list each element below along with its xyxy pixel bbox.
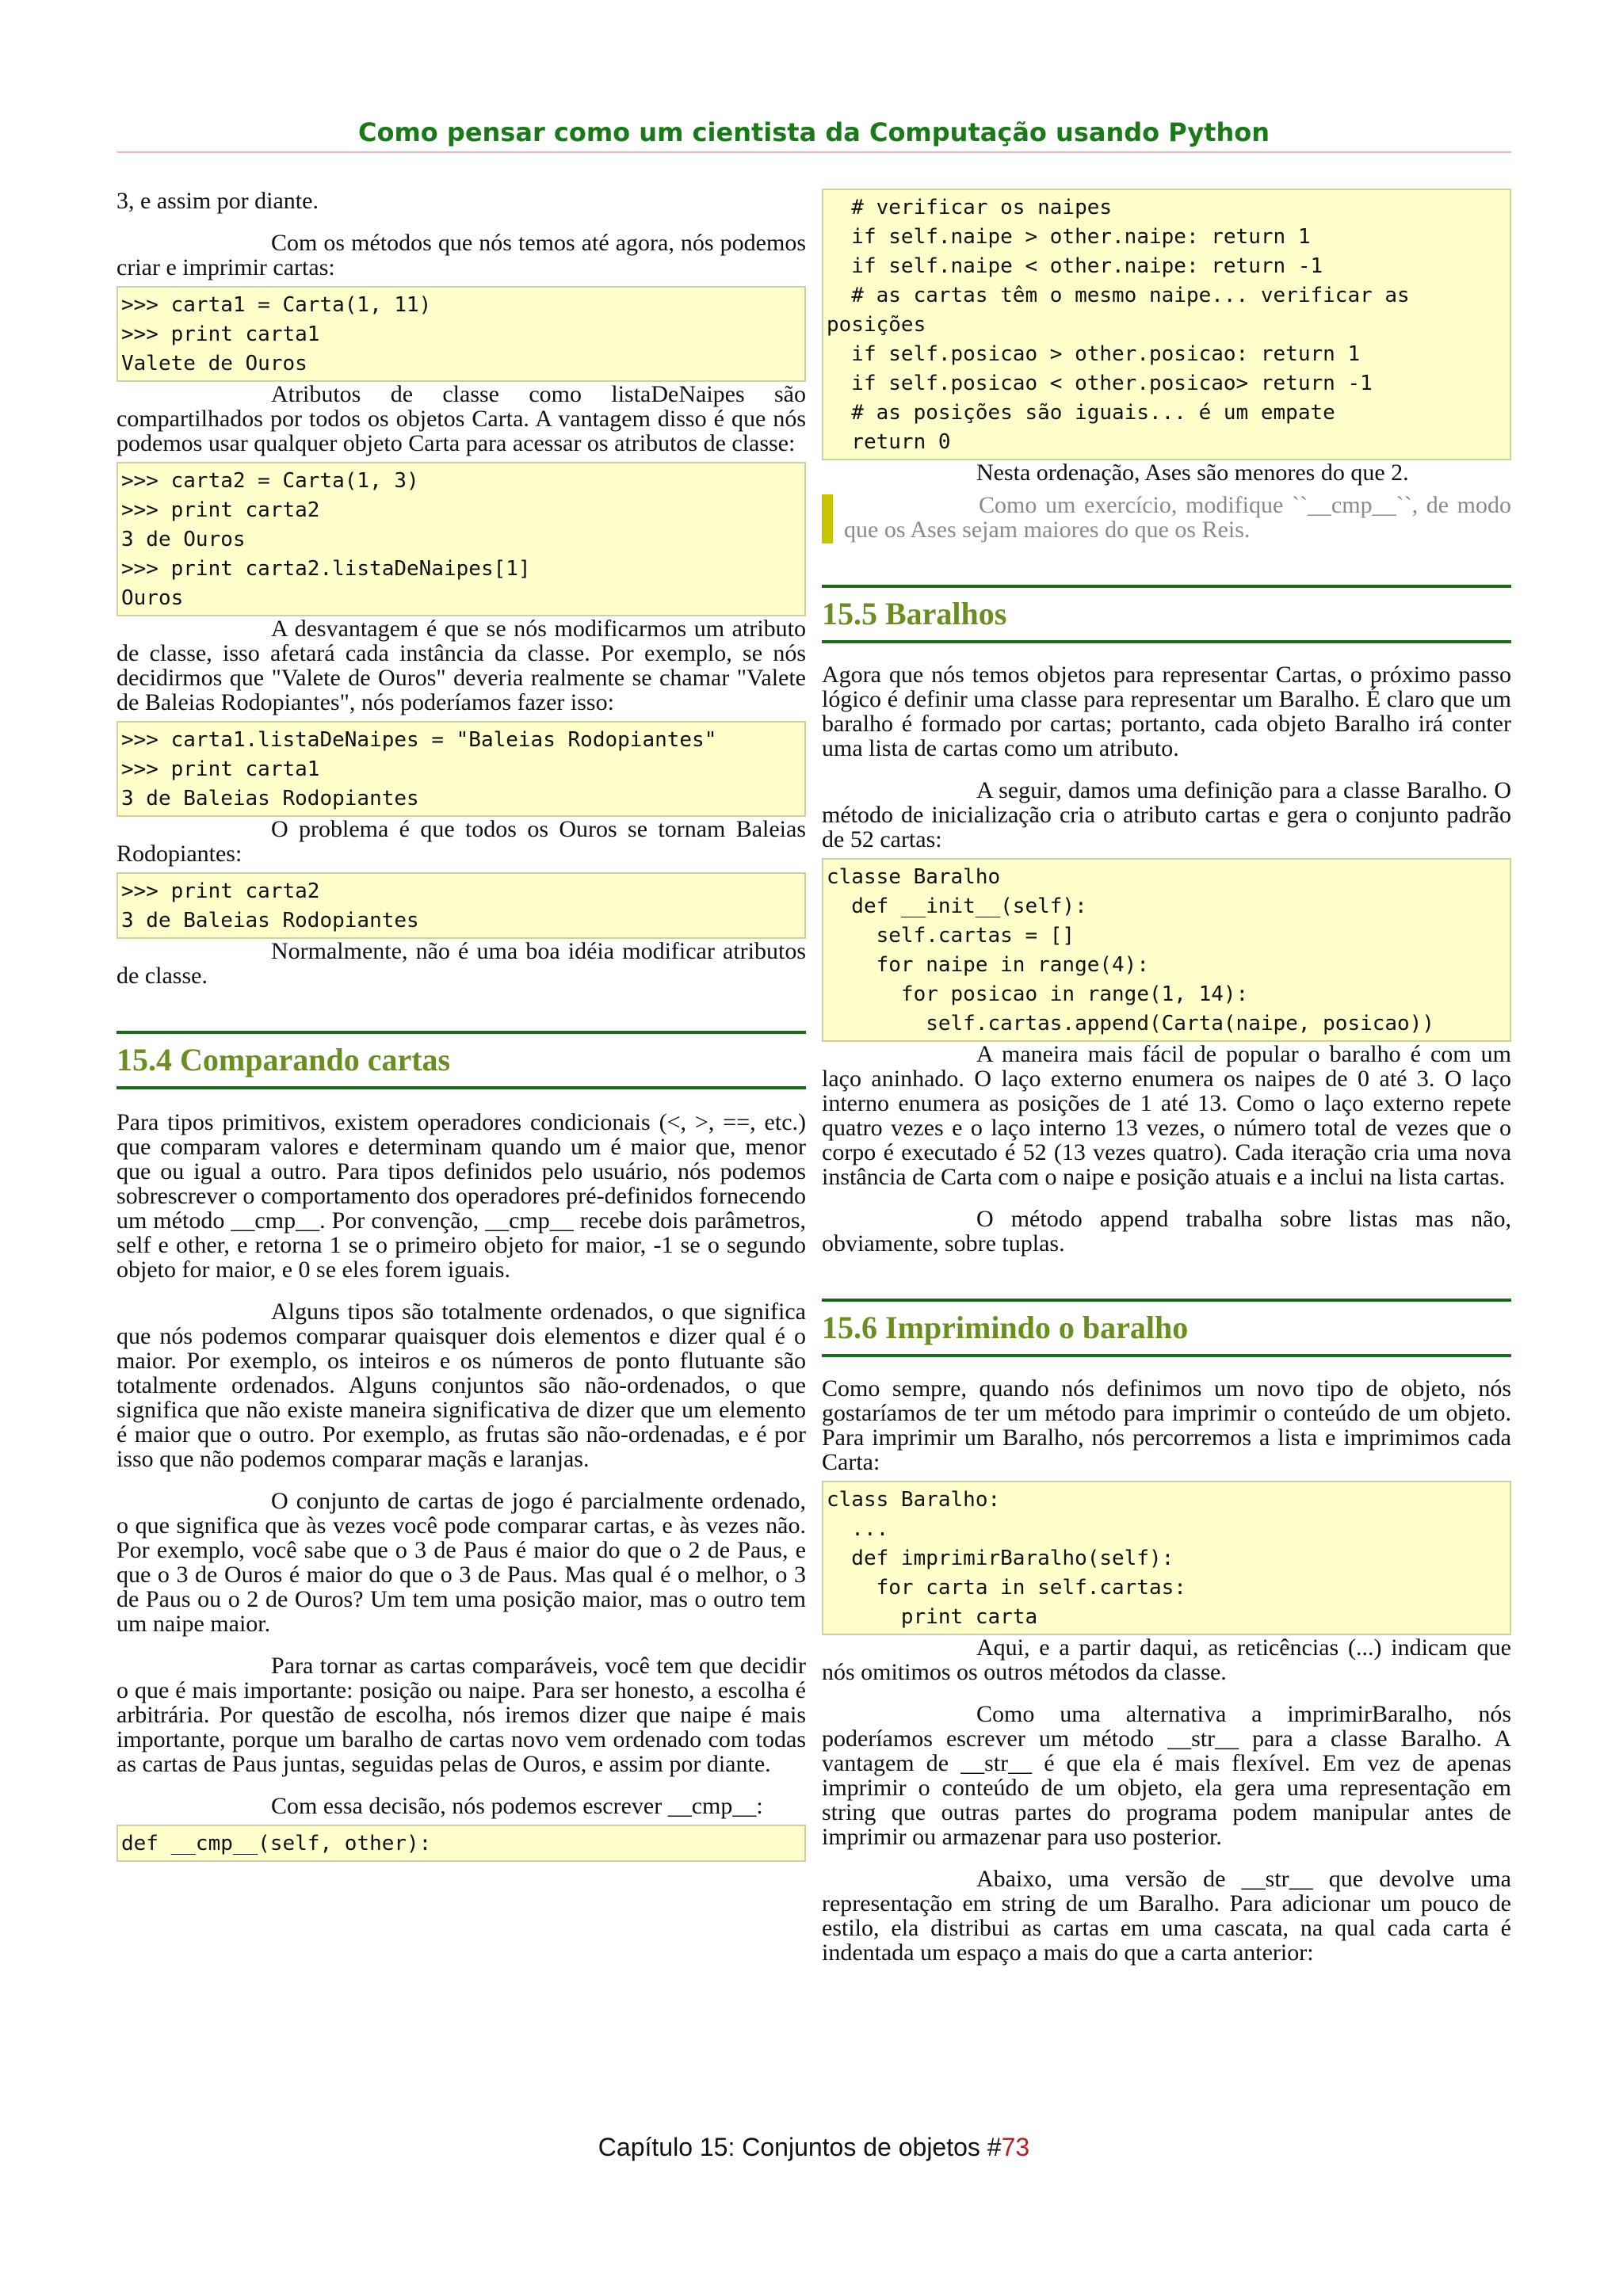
section-rule <box>116 1086 806 1089</box>
paragraph: Com os métodos que nós temos até agora, nós podemos criar e imprimir cartas: <box>116 230 806 280</box>
note-bar <box>822 494 833 543</box>
code-block <box>822 189 1511 460</box>
code-line: >>> carta1 = Carta(1, 11) <box>121 293 432 317</box>
code-line: if self.naipe > other.naipe: return 1 <box>827 225 1311 249</box>
paragraph: O conjunto de cartas de jogo é parcialmente ordenado, o que significa que às vezes você pode comparar cartas, e às vezes não. Por exemplo, você sabe que o 3 de Paus é maior do que o 2 de Paus, e que o 3 de Ouros é maior do que o 3 de Paus. Mas qual é o melhor, o 3 de Paus ou o 2 de Ouros? Um tem uma posição maior, mas o outro tem um naipe maior. <box>116 1488 806 1637</box>
code-line: >>> carta2 = Carta(1, 3) <box>121 469 419 493</box>
code-line: ... <box>827 1517 889 1541</box>
code-line: def __cmp__(self, other): <box>121 1832 432 1855</box>
code-line: return 0 <box>827 430 951 454</box>
code-line: Ouros <box>121 586 184 610</box>
code-block <box>116 721 806 817</box>
code-line: if self.posicao > other.posicao: return 1 <box>827 342 1361 366</box>
paragraph: Aqui, e a partir daqui, as reticências (...) indicam que nós omitimos os outros métodos da classe. <box>822 1634 1511 1685</box>
code-line: >>> print carta2 <box>121 879 320 903</box>
section-heading: 15.4 Comparando cartas <box>116 1042 451 1077</box>
paragraph: Com essa decisão, nós podemos escrever __cmp__: <box>271 1793 763 1819</box>
paragraph: Agora que nós temos objetos para representar Cartas, o próximo passo lógico é definir uma classe para representar um Baralho. É claro que um baralho é formado por cartas; portanto, cada objeto Baralho irá conter uma lista de cartas como um atributo. <box>822 662 1511 761</box>
code-block <box>116 1825 806 1862</box>
page-number: 73 <box>1001 2133 1030 2161</box>
left-column <box>116 189 806 1862</box>
page-footer <box>116 2131 1511 2163</box>
note-text: Como um exercício, modifique ``__cmp__``, de modo que os Ases sejam maiores do que os Reis. <box>844 492 1511 543</box>
running-header: Como pensar como um cientista da Computação usando Python <box>357 117 1270 147</box>
section-rule <box>822 640 1511 643</box>
code-line: 3 de Baleias Rodopiantes <box>121 787 419 810</box>
paragraph: O método append trabalha sobre listas mas não, obviamente, sobre tuplas. <box>822 1206 1511 1257</box>
paragraph: Atributos de classe como listaDeNaipes são compartilhados por todos os objetos Carta. A vantagem disso é que nós podemos usar qualquer objeto Carta para acessar os atributos de classe: <box>116 381 806 456</box>
paragraph: Para tipos primitivos, existem operadores condicionais (<, >, ==, etc.) que comparam valores e determinam quando um é maior que, menor que ou igual a outro. Para tipos definidos pelo usuário, nós podemos sobrescrever o comportamento dos operadores pré-definidos fornecendo um método __cmp__. Por convenção, __cmp__ recebe dois parâmetros, self e other, e retorna 1 se o primeiro objeto for maior, -1 se o segundo objeto for maior, e 0 se eles forem iguais. <box>116 1109 806 1283</box>
paragraph: Normalmente, não é uma boa idéia modificar atributos de classe. <box>116 938 806 989</box>
paragraph: A desvantagem é que se nós modificarmos um atributo de classe, isso afetará cada instância da classe. Por exemplo, se nós decidirmos que "Valete de Ouros" deveria realmente se chamar "Valete de Baleias Rodopiantes", nós poderíamos fazer isso: <box>116 616 806 715</box>
code-line: def __init__(self): <box>827 894 1087 918</box>
code-line: >>> print carta2 <box>121 498 320 522</box>
code-line: for posicao in range(1, 14): <box>827 982 1249 1006</box>
code-line: 3 de Ouros <box>121 528 246 551</box>
code-line: self.cartas.append(Carta(naipe, posicao)) <box>827 1012 1435 1035</box>
paragraph: Para tornar as cartas comparáveis, você tem que decidir o que é mais importante: posição ou naipe. Para ser honesto, a escolha é arbitrária. Por questão de escolha, nós iremos dizer que naipe é mais importante, porque um baralho de cartas novo vem ordenado com todas as cartas de Paus juntas, seguidas pelas de Ouros, e assim por diante. <box>116 1653 806 1777</box>
paragraph: O problema é que todos os Ouros se tornam Baleias Rodopiantes: <box>116 816 806 867</box>
section-heading: 15.5 Baralhos <box>822 596 1007 631</box>
code-line: classe Baralho <box>827 865 1001 889</box>
paragraph: A seguir, damos uma definição para a classe Baralho. O método de inicialização cria o atributo cartas e gera o conjunto padrão de 52 cartas: <box>822 777 1511 852</box>
paragraph: Alguns tipos são totalmente ordenados, o que significa que nós podemos comparar quaisquer dois elementos e dizer qual é o maior. Por exemplo, os inteiros e os números de ponto flutuante são totalmente ordenados. Alguns conjuntos são não-ordenados, o que significa que não existe maneira significativa de dizer que um elemento é maior que o outro. Por exemplo, as frutas são não-ordenadas, e é por isso que não podemos comparar maçãs e laranjas. <box>116 1299 806 1472</box>
paragraph: Como uma alternativa a imprimirBaralho, nós poderíamos escrever um método __str__ para a classe Baralho. A vantagem de __str__ é que ela é mais flexível. Em vez de apenas imprimir o conteúdo de um objeto, ela gera uma representação em string que outras partes do programa podem manipular antes de imprimir ou armazenar para uso posterior. <box>822 1701 1511 1850</box>
header-rule <box>116 151 1511 153</box>
paragraph: 3, e assim por diante. <box>116 188 319 214</box>
code-line: 3 de Baleias Rodopiantes <box>121 909 419 933</box>
code-line: >>> print carta2.listaDeNaipes[1] <box>121 557 531 581</box>
code-line: for naipe in range(4): <box>827 953 1149 977</box>
code-block <box>116 286 806 382</box>
section-heading: 15.6 Imprimindo o baralho <box>822 1310 1189 1345</box>
code-line: Valete de Ouros <box>121 352 307 376</box>
code-line: for carta in self.cartas: <box>827 1576 1186 1600</box>
code-line: self.cartas = [] <box>827 924 1075 948</box>
code-line: def imprimirBaralho(self): <box>827 1547 1174 1570</box>
code-line: >>> print carta1 <box>121 757 320 781</box>
code-line: class Baralho: <box>827 1488 1001 1512</box>
code-block <box>822 858 1511 1042</box>
code-line: posições <box>827 313 926 337</box>
code-line: print carta <box>827 1605 1038 1629</box>
code-line: >>> print carta1 <box>121 322 320 346</box>
paragraph: A maneira mais fácil de popular o baralho é com um laço aninhado. O laço externo enumera os naipes de 0 até 3. O laço interno enumera as posições de 1 até 13. Como o laço externo repete quatro vezes e o laço interno 13 vezes, o número total de vezes que o corpo é executado é 52 (13 vezes quatro). Cada iteração cria uma nova instância de Carta com o naipe e posição atuais e a inclui na lista cartas. <box>822 1041 1511 1190</box>
code-block <box>116 462 806 616</box>
right-column <box>822 189 1511 1965</box>
section-rule <box>822 1354 1511 1357</box>
paragraph: Como sempre, quando nós definimos um novo tipo de objeto, nós gostaríamos de ter um método para imprimir o conteúdo de um objeto. Para imprimir um Baralho, nós percorremos a lista e imprimimos cada Carta: <box>822 1375 1511 1475</box>
code-line: if self.naipe < other.naipe: return -1 <box>827 254 1323 278</box>
paragraph: Abaixo, uma versão de __str__ que devolve uma representação em string de um Baralho. Para adicionar um pouco de estilo, ela distribui as cartas em uma cascata, na qual cada carta é indentada um espaço a mais do que a carta anterior: <box>822 1866 1511 1966</box>
code-block <box>116 872 806 939</box>
exercise-note <box>822 493 1511 542</box>
footer-label: Capítulo 15: Conjuntos de objetos # <box>598 2133 1002 2161</box>
code-line: # verificar os naipes <box>827 196 1113 219</box>
code-block <box>822 1481 1511 1635</box>
code-line: >>> carta1.listaDeNaipes = "Baleias Rodopiantes" <box>121 728 717 752</box>
code-line: # as posições são iguais... é um empate <box>827 401 1335 425</box>
paragraph: Nesta ordenação, Ases são menores do que 2. <box>976 460 1409 486</box>
code-line: if self.posicao < other.posicao> return -1 <box>827 372 1373 395</box>
code-line: # as cartas têm o mesmo naipe... verificar as <box>827 284 1410 307</box>
